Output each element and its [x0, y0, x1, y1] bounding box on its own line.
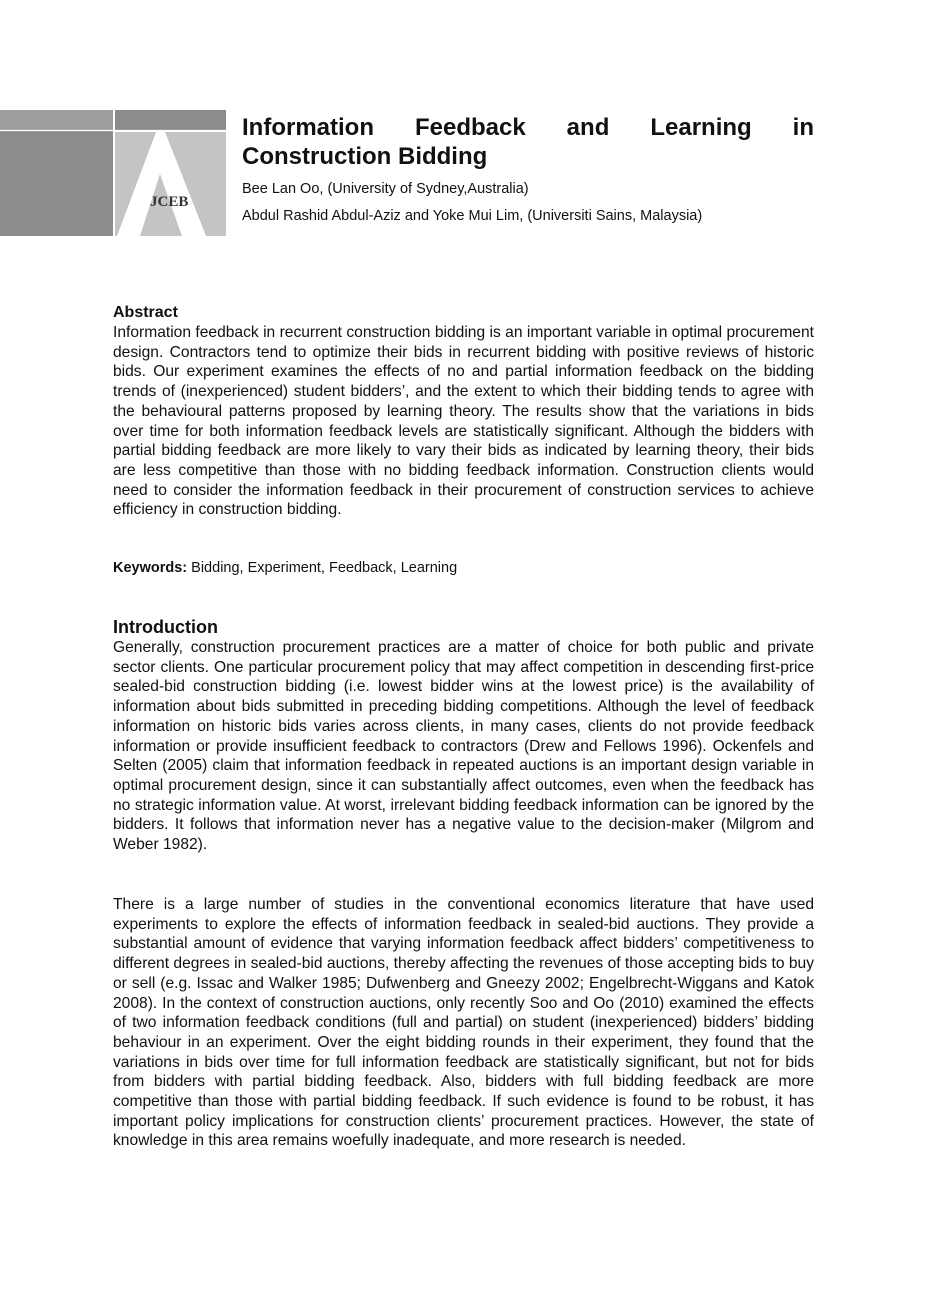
introduction-paragraph-1: Generally, construction procurement practices are a matter of choice for both public and private sector clients. One particular procurement policy that may affect competition in descending first-price sealed-bid construction bidding (i.e. lowest bidder wins at the lowest price) is the availability of information about bids submitted in preceding bidding competitions. Although the level of feedback information on historic bids varies across clients, in many cases, clients do not provide feedback information or provide insufficient feedback to contractors (Drew and Fellows 1996). Ockenfels and Selten (2005) claim that information feedback in repeated auctions is an important design variable in optimal procurement design, since it can substantially affect outcomes, even when the feedback has no strategic information value. At worst, irrelevant bidding feedback information can be ignored by the bidders. It follows that information never has a negative value to the decision-maker (Milgrom and Weber 1982).	[113, 639, 814, 854]
logo-top-strip	[115, 110, 226, 130]
keywords-label: Keywords:	[113, 560, 188, 576]
abstract-text: Information feedback in recurrent construction bidding is an important variable in optimal procurement design. Contractors tend to optimize their bids in recurrent bidding with positive reviews of historic bids. Our experiment examines the effects of no and partial information feedback on the bidding trends of (inexperienced) student bidders’, and the extent to which their bidding tends to agree with the behavioural patterns proposed by learning theory. The results show that the variations in bids over time for both information feedback levels are statistically significant. Although the bidders with partial bidding feedback are more likely to vary their bids as indicated by learning theory, their bids are less competitive than those with no bidding feedback information. Construction clients would need to consider the information feedback in their procurement of construction services to achieve efficiency in construction bidding.	[113, 324, 814, 519]
keywords-value: Bidding, Experiment, Feedback, Learning	[187, 560, 458, 576]
introduction-heading: Introduction	[113, 617, 218, 637]
abstract-heading: Abstract	[113, 304, 178, 321]
keywords-line	[113, 559, 814, 577]
author-line-1: Bee Lan Oo, (University of Sydney,Australia)	[242, 181, 529, 197]
author-line-2: Abdul Rashid Abdul-Aziz and Yoke Mui Lim, (Universiti Sains, Malaysia)	[242, 208, 703, 224]
introduction-paragraph-2: There is a large number of studies in the conventional economics literature that have used experiments to explore the effects of information feedback in sealed-bid auctions. They provide a substantial amount of evidence that varying information feedback affect bidders’ competitiveness to different degrees in sealed-bid auctions, thereby affecting the revenues of those accepting bids to buy or sell (e.g. Issac and Walker 1985; Dufwenberg and Gneezy 2002; Engelbrecht-Wiggans and Katok 2008). In the context of construction auctions, only recently Soo and Oo (2010) examined the effects of two information feedback conditions (full and partial) on student (inexperienced) bidders’ bidding behaviour in an experiment. Over the eight bidding rounds in their experiment, they found that the variations in bids over time for full information feedback are statistically significant, but not for bids from bidders with partial bidding feedback. Also, bidders with full bidding feedback are more competitive than those with partial bidding feedback. If such evidence is found to be robust, it has important policy implications for construction clients’ procurement practices. However, the state of knowledge in this area remains woefully inadequate, and more research is needed.	[113, 896, 814, 1150]
logo-left-strip	[0, 110, 113, 130]
paper-title: Information Feedback and Learning in Construction Bidding	[242, 114, 814, 170]
logo-text: JCEB	[150, 194, 189, 210]
journal-logo	[0, 110, 226, 236]
